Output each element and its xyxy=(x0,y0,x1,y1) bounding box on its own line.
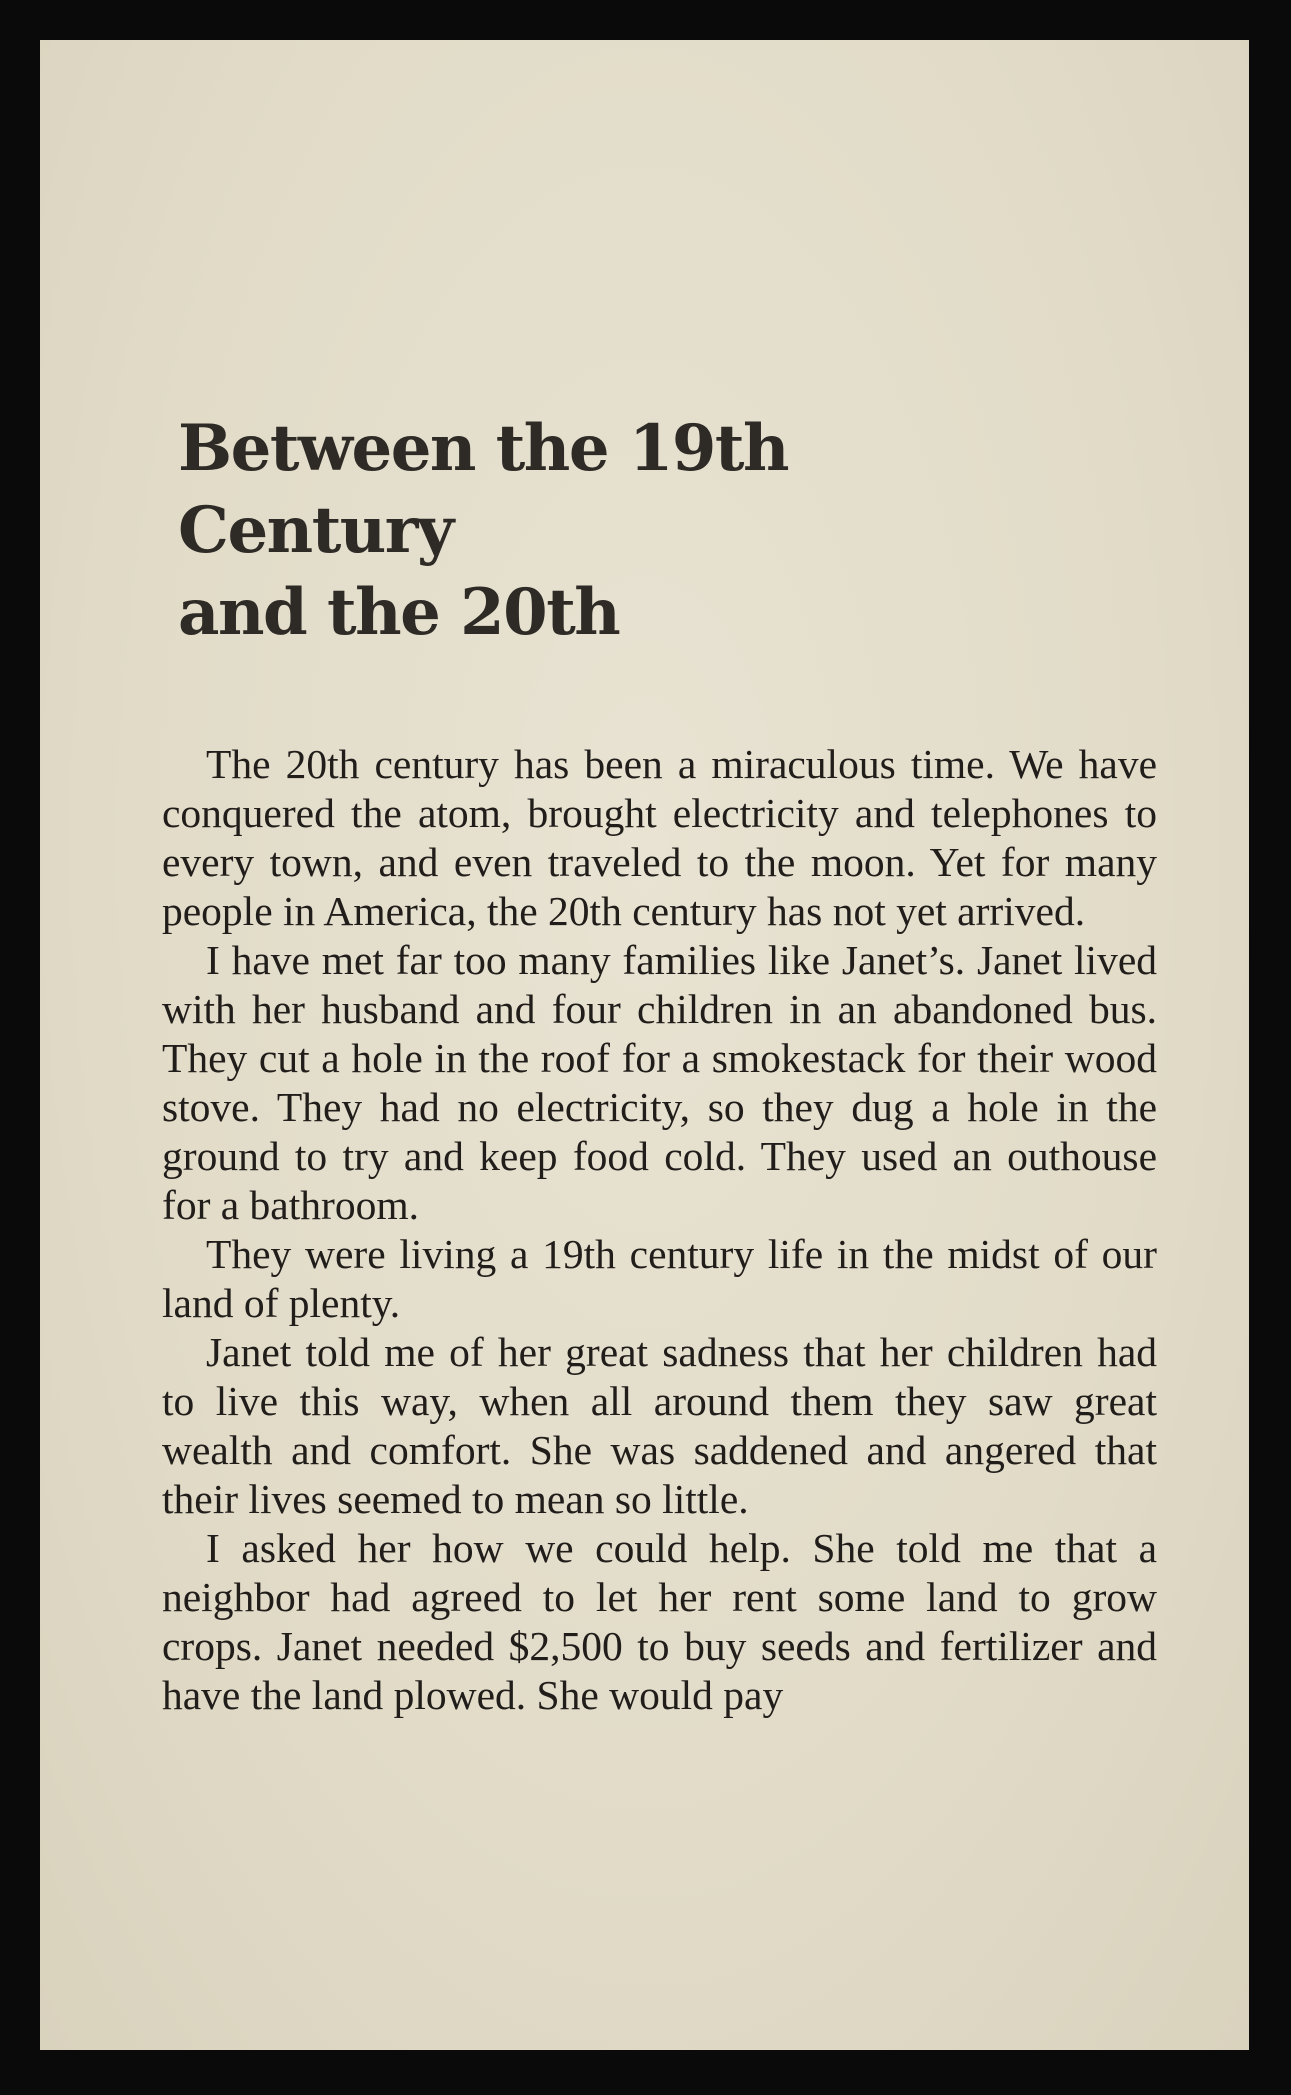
article-title-line-1: Between the 19th Century xyxy=(178,411,788,568)
article-paragraph-2: I have met far too many families like Janet’s. Janet lived with her husband and four children in an abandoned bus. They cut a hole in the roof for a smokestack for their wood stove. They had no electricity, so they dug a hole in the ground to try and keep food cold. They used an outhouse for a bathroom. xyxy=(162,937,1157,1228)
document-page xyxy=(40,40,1249,2050)
article-paragraph-1: The 20th century has been a miraculous time. We have conquered the atom, brought electricity and telephones to every town, and even traveled to the moon. Yet for many people in America, the 20th century has not yet arrived. xyxy=(162,741,1157,934)
article-paragraph-3: They were living a 19th century life in the midst of our land of plenty. xyxy=(162,1231,1157,1326)
article-title xyxy=(178,408,1078,654)
article-body xyxy=(162,740,1157,1720)
article-title-line-2: and the 20th xyxy=(178,575,620,650)
article-paragraph-4: Janet told me of her great sadness that her children had to live this way, when all around them they saw great wealth and comfort. She was saddened and angered that their lives seemed to mean so little. xyxy=(162,1329,1157,1522)
article-paragraph-5: I asked her how we could help. She told me that a neighbor had agreed to let her rent some land to grow crops. Janet needed $2,500 to buy seeds and fertilizer and have the land plowed. She would pay xyxy=(162,1525,1157,1718)
